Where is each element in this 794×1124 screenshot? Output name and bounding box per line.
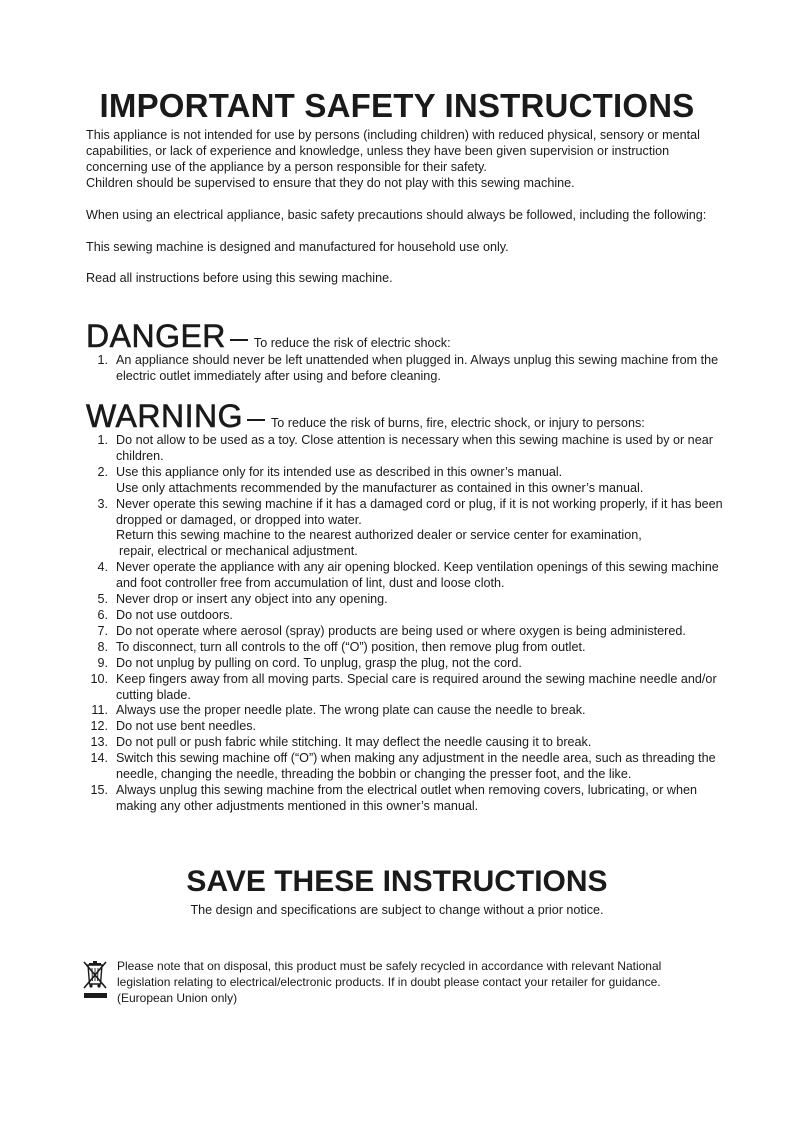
item-number: 15. <box>90 782 108 797</box>
item-text: Switch this sewing machine off (“O”) when making any adjustment in the needle area, such as threading the needle, changing the needle, threading the bobbin or changing the presser foot, and the like. <box>116 751 716 782</box>
list-item <box>86 703 726 719</box>
warning-word: WARNING <box>86 398 243 434</box>
item-number: 1. <box>97 353 108 367</box>
danger-heading <box>86 318 451 355</box>
item-text: Return this sewing machine to the nearest authorized dealer or service center for examination, <box>116 528 642 543</box>
list-item <box>86 624 726 640</box>
item-text: Do not use bent needles. <box>116 719 257 734</box>
list-item <box>86 735 726 751</box>
item-text: Do not use outdoors. <box>116 607 233 622</box>
item-text: Never operate this sewing machine if it has a damaged cord or plug, if it is not working properly, if it has been dropped or damaged, or dropped into water. <box>116 496 723 527</box>
disposal-text: Please note that on disposal, this product must be safely recycled in accordance with relevant National legislation relating to electrical/electronic products. If in doubt please contact your retailer for guidance. <box>117 959 662 989</box>
item-number: 13. <box>90 735 108 750</box>
list-item <box>86 353 726 385</box>
item-number: 14. <box>90 751 108 766</box>
item-number: 10. <box>90 671 108 686</box>
intro-paragraph: This sewing machine is designed and manufactured for household use only. <box>86 239 509 254</box>
list-item <box>86 672 726 704</box>
item-number: 11. <box>91 703 108 718</box>
intro-section <box>86 128 726 287</box>
item-text: Never operate the appliance with any air opening blocked. Keep ventilation openings of this sewing machine and foot controller free from accumulation of lint, dust and loose cloth. <box>116 560 719 591</box>
item-text: Do not pull or push fabric while stitching. It may deflect the needle causing it to break. <box>116 735 592 750</box>
warning-heading <box>86 398 645 435</box>
item-text: Use this appliance only for its intended use as described in this owner’s manual. <box>116 464 563 479</box>
list-item <box>86 465 726 497</box>
intro-paragraph: Children should be supervised to ensure that they do not play with this sewing machine. <box>86 175 575 190</box>
item-number: 4. <box>97 560 108 575</box>
warning-subtitle: To reduce the risk of burns, fire, electric shock, or injury to persons: <box>270 416 645 430</box>
intro-paragraph: This appliance is not intended for use by persons (including children) with reduced physical, sensory or mental capabilities, or lack of experience and knowledge, unless they have been given supervision or instruction concerning use of the appliance by a person responsible for their safety. <box>86 128 700 174</box>
save-instructions-title: SAVE THESE INSTRUCTIONS <box>186 865 608 898</box>
page-title: IMPORTANT SAFETY INSTRUCTIONS <box>99 87 695 124</box>
item-text: Always use the proper needle plate. The wrong plate can cause the needle to break. <box>116 703 586 718</box>
heading-dash <box>247 419 265 421</box>
list-item <box>86 433 726 465</box>
item-number: 12. <box>90 719 108 734</box>
item-text: Keep fingers away from all moving parts. Special care is required around the sewing machine needle and/or cutting blade. <box>116 671 717 702</box>
item-text: Do not unplug by pulling on cord. To unplug, grasp the plug, not the cord. <box>116 655 522 670</box>
item-number: 8. <box>97 639 108 654</box>
disposal-note <box>117 958 717 1006</box>
item-text: To disconnect, turn all controls to the off (“O”) position, then remove plug from outlet. <box>116 639 586 654</box>
item-number: 2. <box>97 464 108 479</box>
list-item <box>86 751 726 783</box>
list-item <box>86 560 726 592</box>
item-number: 5. <box>97 592 108 607</box>
intro-paragraph: When using an electrical appliance, basic safety precautions should always be followed, including the following: <box>86 207 707 222</box>
danger-list <box>86 353 726 385</box>
list-item <box>86 640 726 656</box>
danger-subtitle: To reduce the risk of electric shock: <box>253 336 451 350</box>
list-item <box>86 719 726 735</box>
list-item <box>86 608 726 624</box>
item-number: 1. <box>97 433 108 447</box>
item-text: Do not allow to be used as a toy. Close attention is necessary when this sewing machine is used by or near children. <box>116 433 713 463</box>
heading-dash <box>230 339 248 341</box>
crossed-out-wheelie-bin-icon <box>82 960 110 1000</box>
list-item <box>86 656 726 672</box>
item-text: repair, electrical or mechanical adjustment. <box>119 544 358 559</box>
list-item <box>86 497 726 561</box>
item-text: Always unplug this sewing machine from the electrical outlet when removing covers, lubricating, or when making any other adjustments mentioned in this owner’s manual. <box>116 782 697 813</box>
item-number: 7. <box>97 623 108 638</box>
change-notice: The design and specifications are subject to change without a prior notice. <box>190 903 604 917</box>
disposal-region: (European Union only) <box>117 991 238 1005</box>
warning-list <box>86 433 726 815</box>
item-number: 3. <box>97 496 108 511</box>
item-text: Never drop or insert any object into any opening. <box>116 592 388 607</box>
item-number: 9. <box>97 655 108 670</box>
item-text: Do not operate where aerosol (spray) products are being used or where oxygen is being administered. <box>116 623 686 638</box>
intro-paragraph: Read all instructions before using this sewing machine. <box>86 271 393 286</box>
item-number: 6. <box>97 607 108 622</box>
danger-word: DANGER <box>86 318 226 354</box>
item-text: An appliance should never be left unattended when plugged in. Always unplug this sewing machine from the electric outlet immediately after using and before cleaning. <box>116 353 719 383</box>
list-item <box>86 592 726 608</box>
item-text: Use only attachments recommended by the manufacturer as contained in this owner’s manual. <box>116 480 644 495</box>
list-item <box>86 783 726 815</box>
